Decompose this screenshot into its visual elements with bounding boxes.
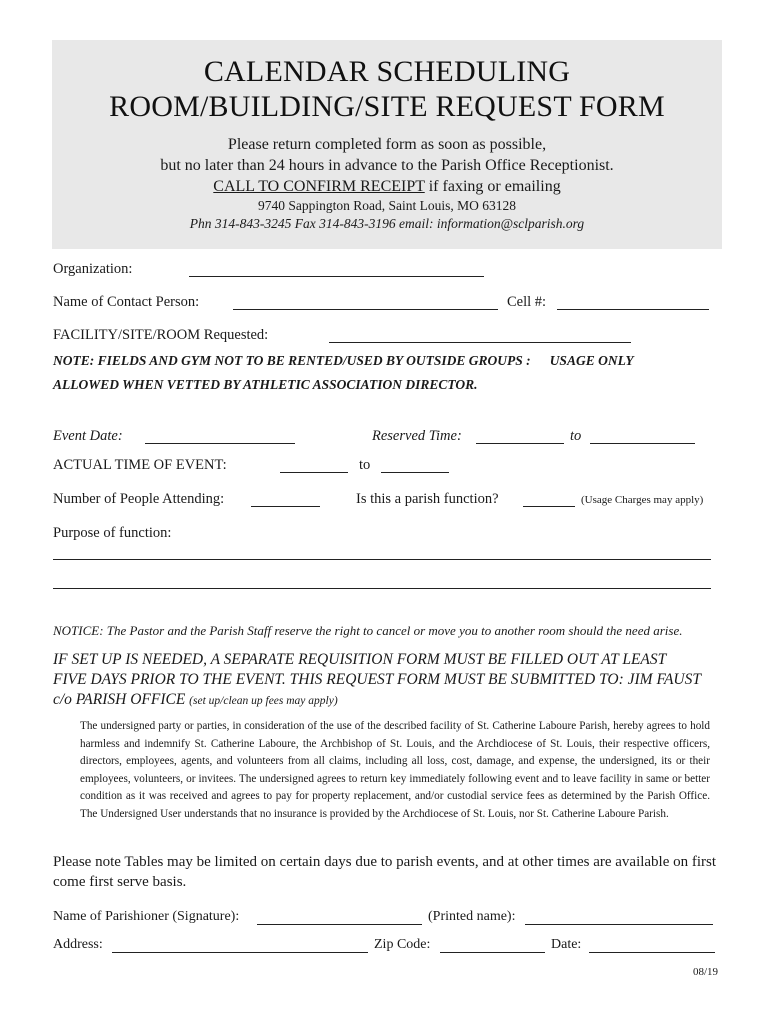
setup-line-2: FIVE DAYS PRIOR TO THE EVENT. THIS REQUEST FORM MUST BE SUBMITTED TO: JIM FAUST	[53, 671, 701, 688]
reserved-time-start-field[interactable]	[476, 443, 564, 444]
reserved-time-label: Reserved Time:	[372, 428, 462, 444]
cell-field[interactable]	[557, 309, 709, 310]
form-title-line-2: ROOM/BUILDING/SITE REQUEST FORM	[109, 90, 665, 123]
reserved-to-label: to	[570, 428, 582, 444]
form-title-line-1: CALENDAR SCHEDULING	[203, 55, 571, 88]
address-field[interactable]	[112, 952, 368, 953]
liability-paragraph: The undersigned party or parties, in consideration of the use of the described facility of St. Catherine Laboure Parish, hereby agrees to hold harmless and indemnify St. Catherine Laboure, the Archbishop of St. Louis, and the Archdiocese of St. Louis, their respective officers, directors, employees, agents, and volunteers from all claims, including all loss, cost, damage, and expense, the undersigned, its or their employees, volunteers, or invitees. The undersigned agrees to return key immediately following event and to leave facility in same or better condition as it was received and agrees to pay for property replacement, and/or custodial service fees as determined by the Parish Office. The Undersigned User understands that no insurance is provided by the Archdiocese of St. Louis, nor St. Catherine Laboure Parish.	[80, 720, 710, 820]
confirm-rest-text: if faxing or emailing	[424, 178, 561, 195]
cell-label: Cell #:	[507, 294, 547, 310]
actual-to-label: to	[359, 457, 371, 473]
purpose-line-2[interactable]	[53, 588, 711, 589]
organization-field[interactable]	[189, 276, 484, 277]
contact-person-label: Name of Contact Person:	[53, 294, 200, 310]
note-usage-only: USAGE ONLY	[549, 353, 634, 368]
confirm-instruction	[52, 176, 722, 197]
facility-label: FACILITY/SITE/ROOM Requested:	[53, 327, 269, 343]
printed-name-label: (Printed name):	[428, 909, 516, 924]
people-attending-label: Number of People Attending:	[53, 491, 225, 507]
date-label: Date:	[551, 937, 582, 952]
note-line-2: ALLOWED WHEN VETTED BY ATHLETIC ASSOCIATION DIRECTOR.	[53, 377, 478, 392]
fields-gym-note	[53, 353, 634, 369]
note-line-1: NOTE: FIELDS AND GYM NOT TO BE RENTED/USED BY OUTSIDE GROUPS :	[53, 353, 531, 368]
form-header	[52, 40, 722, 249]
confirm-receipt-text: CALL TO CONFIRM RECEIPT	[213, 178, 425, 195]
date-field[interactable]	[589, 952, 715, 953]
actual-time-label: ACTUAL TIME OF EVENT:	[53, 457, 227, 473]
purpose-label: Purpose of function:	[53, 525, 172, 541]
tables-note: Please note Tables may be limited on certain days due to parish events, and at other times are available on first come first serve basis.	[53, 854, 717, 890]
parishioner-signature-field[interactable]	[257, 924, 422, 925]
setup-line-3	[53, 690, 338, 711]
event-date-label: Event Date:	[53, 428, 123, 444]
setup-parish-office: c/o PARISH OFFICE	[53, 691, 186, 708]
address-label: Address:	[53, 937, 103, 952]
parishioner-signature-label: Name of Parishioner (Signature):	[53, 909, 240, 924]
notice-text: NOTICE: The Pastor and the Parish Staff reserve the right to cancel or move you to another room should the need arise.	[53, 623, 683, 638]
zip-code-label: Zip Code:	[374, 937, 431, 952]
setup-line-1: IF SET UP IS NEEDED, A SEPARATE REQUISITION FORM MUST BE FILLED OUT AT LEAST	[53, 651, 667, 668]
parish-address: 9740 Sappington Road, Saint Louis, MO 63128	[257, 198, 516, 213]
printed-name-field[interactable]	[525, 924, 713, 925]
actual-time-end-field[interactable]	[381, 472, 449, 473]
parish-contact: Phn 314-843-3245 Fax 314-843-3196 email: information@sclparish.org	[189, 216, 585, 231]
parish-function-label: Is this a parish function?	[356, 491, 499, 507]
purpose-line-1[interactable]	[53, 559, 711, 560]
facility-field[interactable]	[329, 342, 631, 343]
actual-time-start-field[interactable]	[280, 472, 348, 473]
return-instruction: Please return completed form as soon as possible,	[227, 136, 547, 153]
deadline-instruction: but no later than 24 hours in advance to the Parish Office Receptionist.	[160, 157, 614, 174]
event-date-field[interactable]	[145, 443, 295, 444]
contact-person-field[interactable]	[233, 309, 498, 310]
usage-charges-note: (Usage Charges may apply)	[581, 494, 704, 506]
zip-code-field[interactable]	[440, 952, 545, 953]
form-revision-code: 08/19	[692, 966, 718, 978]
parish-function-field[interactable]	[523, 506, 575, 507]
people-attending-field[interactable]	[251, 506, 320, 507]
setup-fees-note: (set up/clean up fees may apply)	[189, 695, 338, 707]
reserved-time-end-field[interactable]	[590, 443, 695, 444]
organization-label: Organization:	[53, 261, 133, 277]
